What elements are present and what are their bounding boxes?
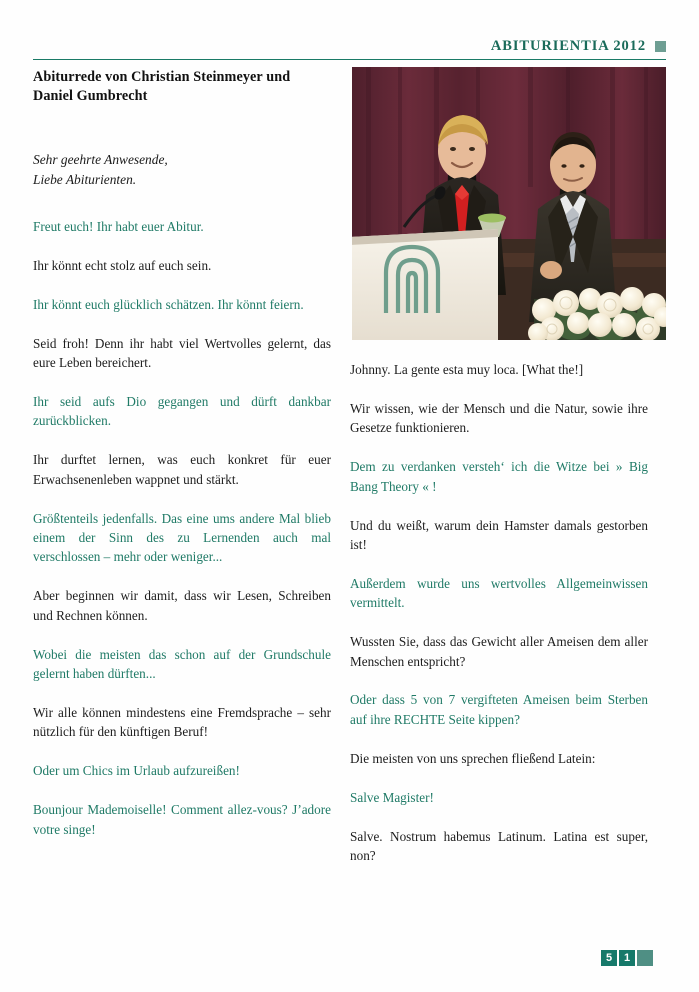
paragraph: Johnny. La gente esta muy loca. [What the!]: [350, 362, 584, 377]
paragraph: Wir wissen, wie der Mensch und die Natur, sowie ihre Gesetze funktionieren.: [350, 400, 648, 436]
right-column-body: [350, 360, 648, 865]
header-divider: [33, 59, 666, 60]
paragraph: Dem zu verdanken versteh‘ ich die Witze bei » Big Bang Theory « !: [350, 459, 648, 494]
paragraph: Oder um Chics im Urlaub aufzureißen!: [33, 763, 240, 779]
lectern: [352, 229, 498, 340]
paragraph: Bounjour Mademoiselle! Comment allez-vous? J’adore votre singe!: [33, 802, 331, 837]
paragraph: Oder dass 5 von 7 vergifteten Ameisen beim Sterben auf ihre RECHTE Seite kippen?: [350, 692, 648, 727]
paragraph: Außerdem wurde uns wertvolles Allgemeinwissen vermittelt.: [350, 575, 648, 611]
paragraph: Wir alle können mindestens eine Fremdsprache – sehr nützlich für den künftigen Beruf!: [33, 705, 331, 740]
speakers-photo: [352, 67, 666, 340]
paragraph: Ihr seid aufs Dio gegangen und dürft dankbar zurückblicken.: [33, 394, 331, 429]
page-digit-1: 5: [601, 950, 617, 966]
salutation: [33, 150, 331, 189]
paragraph: Salve. Nostrum habemus Latinum. Latina est super, non?: [350, 828, 648, 863]
page-number: [601, 950, 653, 966]
page-digit-2: 1: [619, 950, 635, 966]
paragraph: Ihr durftet lernen, was euch konkret für euer Erwachsenenleben wappnet und stärkt.: [33, 452, 331, 487]
paragraph: Wobei die meisten das schon auf der Grundschule gelernt haben dürften...: [33, 646, 331, 682]
paragraph: Und du weißt, warum dein Hamster damals gestorben ist!: [350, 517, 648, 552]
paragraph: Salve Magister!: [350, 789, 434, 805]
filled-square-icon: [655, 41, 666, 52]
paragraph: Größtenteils jedenfalls. Das eine ums andere Mal blieb einem der Sinn des zu Lernenden auch mal verschlossen – mehr oder weniger...: [33, 510, 331, 565]
left-column-body: [33, 217, 331, 839]
paragraph: Ihr könnt euch glücklich schätzen. Ihr könnt feiern.: [33, 296, 304, 312]
folio-marker-square: [637, 950, 653, 966]
paragraph: Ihr könnt echt stolz auf euch sein.: [33, 257, 212, 273]
paragraph: Aber beginnen wir damit, dass wir Lesen, Schreiben und Rechnen können.: [33, 588, 331, 623]
right-column: [350, 360, 648, 865]
page-title: Abiturrede von Christian Steinmeyer und Daniel Gumbrecht: [33, 69, 291, 104]
publication-title: ABITURIENTIA 2012: [490, 37, 646, 54]
paragraph: Freut euch! Ihr habt euer Abitur.: [33, 219, 204, 234]
paragraph: Die meisten von uns sprechen fließend Latein:: [350, 750, 596, 766]
salutation-line-2: Liebe Abiturienten.: [33, 171, 137, 187]
salutation-line-1: Sehr geehrte Anwesende,: [33, 152, 168, 167]
masthead: [33, 34, 666, 58]
left-column: [33, 68, 331, 839]
paragraph: Wussten Sie, dass das Gewicht aller Ameisen dem aller Menschen entspricht?: [350, 634, 648, 669]
paragraph: Seid froh! Denn ihr habt viel Wertvolles gelernt, das eure Leben bereichert.: [33, 335, 331, 371]
